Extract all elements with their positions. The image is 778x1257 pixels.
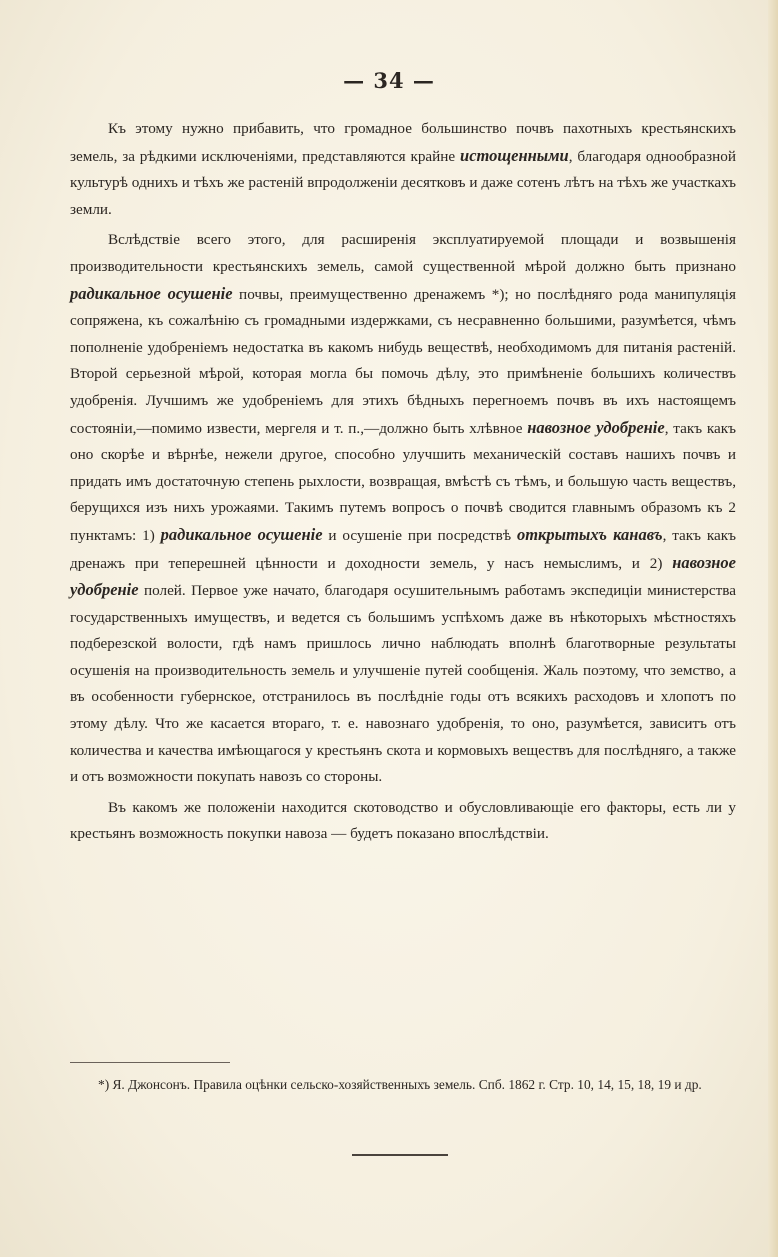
paragraph (70, 116, 736, 223)
text-run: и осушеніе при посредствѣ (322, 526, 517, 544)
paragraph (70, 795, 736, 848)
end-of-page-rule (352, 1154, 448, 1156)
emphasized-term: открытыхъ канавъ (516, 524, 663, 544)
emphasized-term: радикальное осушеніе (70, 283, 233, 303)
text-run: , такъ какъ дренажъ при теперешней цѣнности и доходности земель, у насъ немыслимъ, и 2) (70, 526, 736, 572)
text-run: почвы, преимущественно дренажемъ *); но послѣдняго рода манипуляція сопряжена, къ сожалѣнію съ громадными издержками, съ несравненно большими, разумѣется, чѣмъ пополненіе удобреніемъ недостатка въ какомъ нибудь веществѣ, необходимомъ для питанія растеній. Второй серьезной мѣрой, которая могла бы помочь дѣлу, это примѣненіе большихъ количествъ удобренія. Лучшимъ же удобреніемъ для этихъ бѣдныхъ перегноемъ почвъ въ ихъ настоящемъ состояніи,—помимо извести, мергеля и т. п.,—должно быть хлѣвное (70, 285, 736, 437)
footnote-area (70, 1062, 736, 1096)
text-run: , такъ какъ оно скорѣе и вѣрнѣе, нежели другое, способно улучшить механическій составъ нашихъ почвъ и придать имъ достаточную степень рыхлости, возвращая, вмѣстѣ съ тѣмъ, и большую часть веществъ, берущихся изъ нихъ урожаями. Такимъ путемъ вопросъ о почвѣ сводится главнымъ образомъ къ 2 пунктамъ: 1) (70, 419, 737, 544)
text-run: полей. Первое уже начато, благодаря осушительнымъ работамъ экспедиціи министерства государственныхъ имуществъ, и ведется съ большимъ успѣхомъ даже въ нѣкоторыхъ мѣстностяхъ подберезской волости, гдѣ намъ пришлось лично наблюдать вполнѣ благотворные результаты осушенія на производительность земель и улучшеніе путей сообщенія. Жаль поэтому, что земство, а въ особенности губернское, отстранилось въ послѣдніе годы отъ всякихъ расходовъ и хлопотъ по этому дѣлу. Что же касается втораго, т. е. навознаго удобренія, то оно, разумѣется, зависитъ отъ количества и качества имѣющагося у крестьянъ скота и кормовыхъ веществъ для послѣдняго, а также и отъ возможности покупать навозъ со стороны. (70, 582, 736, 786)
text-run: Къ этому нужно прибавить, что громадное большинство почвъ пахотныхъ крестьянскихъ земель, за рѣдкими исключеніями, представляются крайне (70, 120, 736, 165)
emphasized-term: истощенными (460, 145, 569, 165)
page-edge-shadow (768, 0, 778, 1257)
main-text (70, 116, 736, 848)
footnote: *) Я. Джонсонъ. Правила оцѣнки сельско-хозяйственныхъ земель. Спб. 1862 г. Стр. 10, 14, 15, 18, 19 и др. (98, 1077, 702, 1092)
text-run: Вслѣдствіе всего этого, для расширенія эксплуатируемой площади и возвышенія производительности крестьянскихъ земель, самой существенной мѣрой должно быть признано (70, 231, 736, 275)
text-run: , благодаря однообразной культурѣ однихъ и тѣхъ же растеній впродолженіи десятковъ и даже сотенъ лѣтъ на тѣхъ же участкахъ земли. (70, 147, 736, 218)
emphasized-term: навозное удобреніе (70, 552, 736, 600)
paragraph (70, 227, 736, 790)
emphasized-term: навозное удобреніе (527, 417, 665, 437)
text-run: Въ какомъ же положеніи находится скотоводство и обусловливающіе его факторы, есть ли у крестьянъ возможность покупки навоза — будетъ показано впослѣдствіи. (70, 798, 736, 843)
page-number: — 34 — (343, 68, 435, 93)
footnote-divider (70, 1062, 230, 1063)
emphasized-term: радикальное осушеніе (160, 524, 323, 544)
